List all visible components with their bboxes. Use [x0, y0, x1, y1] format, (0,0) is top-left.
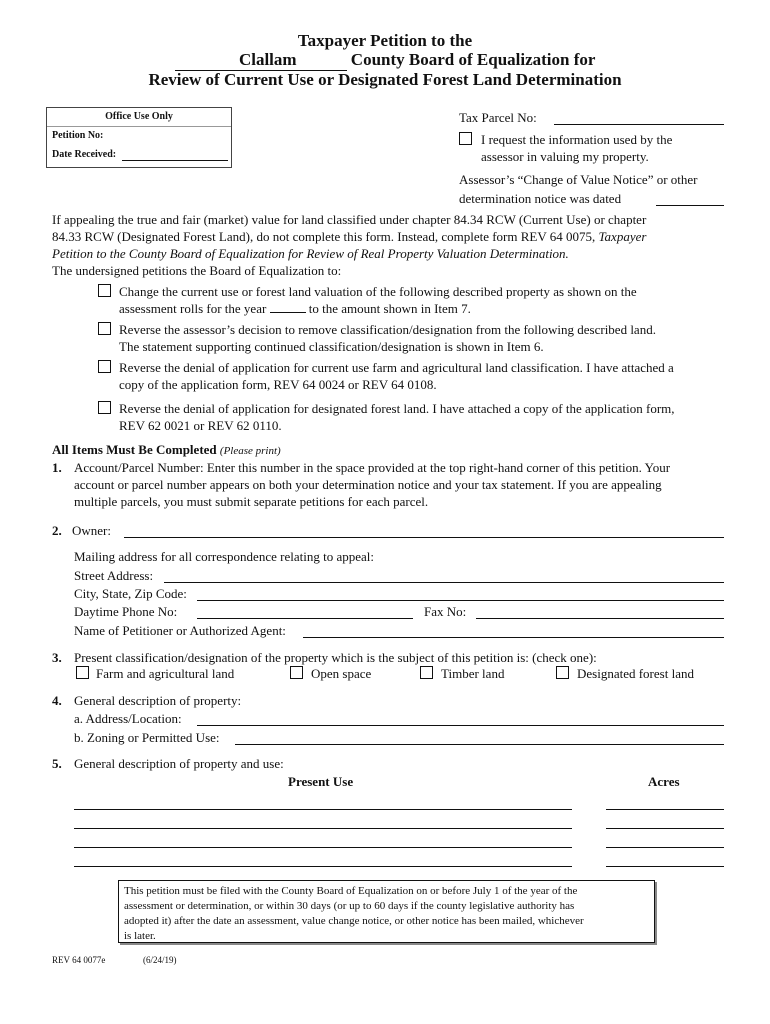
filing-deadline-notice — [118, 880, 655, 943]
zoning-field[interactable] — [235, 744, 724, 745]
form-id: REV 64 0077e — [52, 955, 106, 965]
item-5-number: 5. — [52, 756, 62, 771]
request-info-line-2: assessor in valuing my property. — [481, 149, 649, 164]
request-info-line-1: I request the information used by the — [481, 132, 673, 147]
mailing-label: Mailing address for all correspondence relating to appeal: — [74, 549, 374, 564]
county-name: Clallam — [175, 50, 297, 71]
present-use-row-4[interactable] — [74, 866, 572, 867]
item-4-number: 4. — [52, 693, 62, 708]
option-1-line-2 — [119, 300, 471, 317]
office-use-heading: Office Use Only — [47, 108, 231, 127]
acres-row-3[interactable] — [606, 847, 724, 848]
notice-box-line-2: assessment or determination, or within 30 days (or up to 60 days if the county legislative authority has — [124, 900, 575, 912]
item-1-line-2: account or parcel number appears on both your determination notice and your tax statement. If you are appealing — [74, 477, 662, 492]
option-2-line-2: The statement supporting continued classification/designation is shown in Item 6. — [119, 339, 544, 354]
intro-line-2-plain: 84.33 RCW (Designated Forest Land), do not complete this form. Instead, complete form REV 64 0075, — [52, 229, 599, 244]
intro-line-4: The undersigned petitions the Board of Equalization to: — [52, 263, 342, 278]
date-received-label: Date Received: — [52, 149, 117, 160]
items-heading-italic: (Please print) — [219, 445, 281, 457]
item-3-label: Present classification/designation of the property which is the subject of this petition is: (check one): — [74, 650, 597, 665]
tax-parcel-field[interactable] — [554, 124, 724, 125]
intro-line-1: If appealing the true and fair (market) value for land classified under chapter 84.34 RCW (Current Use) or chapter — [52, 212, 647, 227]
street-field[interactable] — [164, 582, 724, 583]
option-1-line-1: Change the current use or forest land valuation of the following described property as shown on the — [119, 284, 637, 299]
owner-label: Owner: — [72, 523, 111, 538]
acres-row-1[interactable] — [606, 809, 724, 810]
option-4-line-1: Reverse the denial of application for designated forest land. I have attached a copy of the application form, — [119, 401, 675, 416]
acres-row-4[interactable] — [606, 866, 724, 867]
notice-line-2: determination notice was dated — [459, 191, 622, 206]
address-location-field[interactable] — [197, 725, 724, 726]
item-1-number: 1. — [52, 460, 62, 475]
item-3-number: 3. — [52, 650, 62, 665]
assessment-year-field[interactable] — [270, 301, 306, 313]
option-3-line-1: Reverse the denial of application for current use farm and agricultural land classification. I have attached a — [119, 360, 674, 375]
timber-land-label: Timber land — [441, 666, 505, 681]
present-use-row-1[interactable] — [74, 809, 572, 810]
present-use-row-3[interactable] — [74, 847, 572, 848]
notice-date-field[interactable] — [656, 205, 724, 206]
timber-land-checkbox[interactable] — [420, 666, 433, 679]
option-reverse-forest-denial-checkbox[interactable] — [98, 401, 111, 414]
option-2-line-1: Reverse the assessor’s decision to remove classification/designation from the following described land. — [119, 322, 656, 337]
notice-line-1: Assessor’s “Change of Value Notice” or other — [459, 172, 698, 187]
option-change-valuation-checkbox[interactable] — [98, 284, 111, 297]
designated-forest-checkbox[interactable] — [556, 666, 569, 679]
owner-field[interactable] — [124, 537, 724, 538]
form-date: (6/24/19) — [143, 955, 177, 965]
fax-label: Fax No: — [424, 604, 467, 619]
option-1-line-2b: to the amount shown in Item 7. — [308, 301, 471, 316]
phone-field[interactable] — [197, 618, 413, 619]
address-location-label: a. Address/Location: — [74, 711, 182, 726]
acres-heading: Acres — [648, 774, 680, 789]
agent-label: Name of Petitioner or Authorized Agent: — [74, 623, 286, 638]
phone-label: Daytime Phone No: — [74, 604, 178, 619]
petition-no-label: Petition No: — [52, 130, 104, 141]
intro-line-2 — [52, 228, 646, 245]
open-space-label: Open space — [311, 666, 372, 681]
title-line-2-rest: County Board of Equalization for — [350, 50, 596, 69]
notice-box-line-3: adopted it) after the date an assessment, value change notice, or other notice has been mailed, whichever — [124, 915, 584, 927]
intro-line-2-italic: Taxpayer — [598, 229, 647, 244]
option-reverse-removal-checkbox[interactable] — [98, 322, 111, 335]
zoning-label: b. Zoning or Permitted Use: — [74, 730, 220, 745]
acres-row-2[interactable] — [606, 828, 724, 829]
option-reverse-current-use-denial-checkbox[interactable] — [98, 360, 111, 373]
title-line-1: Taxpayer Petition to the — [297, 31, 473, 50]
farm-agricultural-checkbox[interactable] — [76, 666, 89, 679]
option-1-line-2a: assessment rolls for the year — [119, 301, 267, 316]
designated-forest-label: Designated forest land — [577, 666, 694, 681]
item-4-label: General description of property: — [74, 693, 242, 708]
option-4-line-2: REV 62 0021 or REV 62 0110. — [119, 418, 282, 433]
request-info-checkbox[interactable] — [459, 132, 472, 145]
items-heading — [52, 441, 281, 460]
item-1-line-1: Account/Parcel Number: Enter this number in the space provided at the top right-hand corner of this petition. Your — [74, 460, 671, 475]
fax-field[interactable] — [476, 618, 724, 619]
tax-parcel-label: Tax Parcel No: — [459, 110, 537, 125]
date-received-field[interactable] — [122, 160, 228, 161]
title-line-2 — [0, 50, 770, 71]
item-1-line-3: multiple parcels, you must submit separate petitions for each parcel. — [74, 494, 429, 509]
items-heading-bold: All Items Must Be Completed — [52, 442, 217, 457]
intro-line-3: Petition to the County Board of Equalization for Review of Real Property Valuation Determination. — [52, 246, 569, 261]
item-2-number: 2. — [52, 523, 62, 538]
city-field[interactable] — [197, 600, 724, 601]
present-use-heading: Present Use — [288, 774, 354, 789]
office-use-box — [46, 107, 232, 168]
title-line-3: Review of Current Use or Designated Forest Land Determination — [148, 70, 622, 89]
item-5-label: General description of property and use: — [74, 756, 284, 771]
city-label: City, State, Zip Code: — [74, 586, 187, 601]
street-label: Street Address: — [74, 568, 154, 583]
present-use-row-2[interactable] — [74, 828, 572, 829]
agent-field[interactable] — [303, 637, 724, 638]
open-space-checkbox[interactable] — [290, 666, 303, 679]
notice-box-line-1: This petition must be filed with the County Board of Equalization on or before July 1 of the year of the — [124, 885, 578, 897]
notice-box-line-4: is later. — [124, 930, 156, 942]
option-3-line-2: copy of the application form, REV 64 0024 or REV 64 0108. — [119, 377, 437, 392]
farm-agricultural-label: Farm and agricultural land — [96, 666, 235, 681]
